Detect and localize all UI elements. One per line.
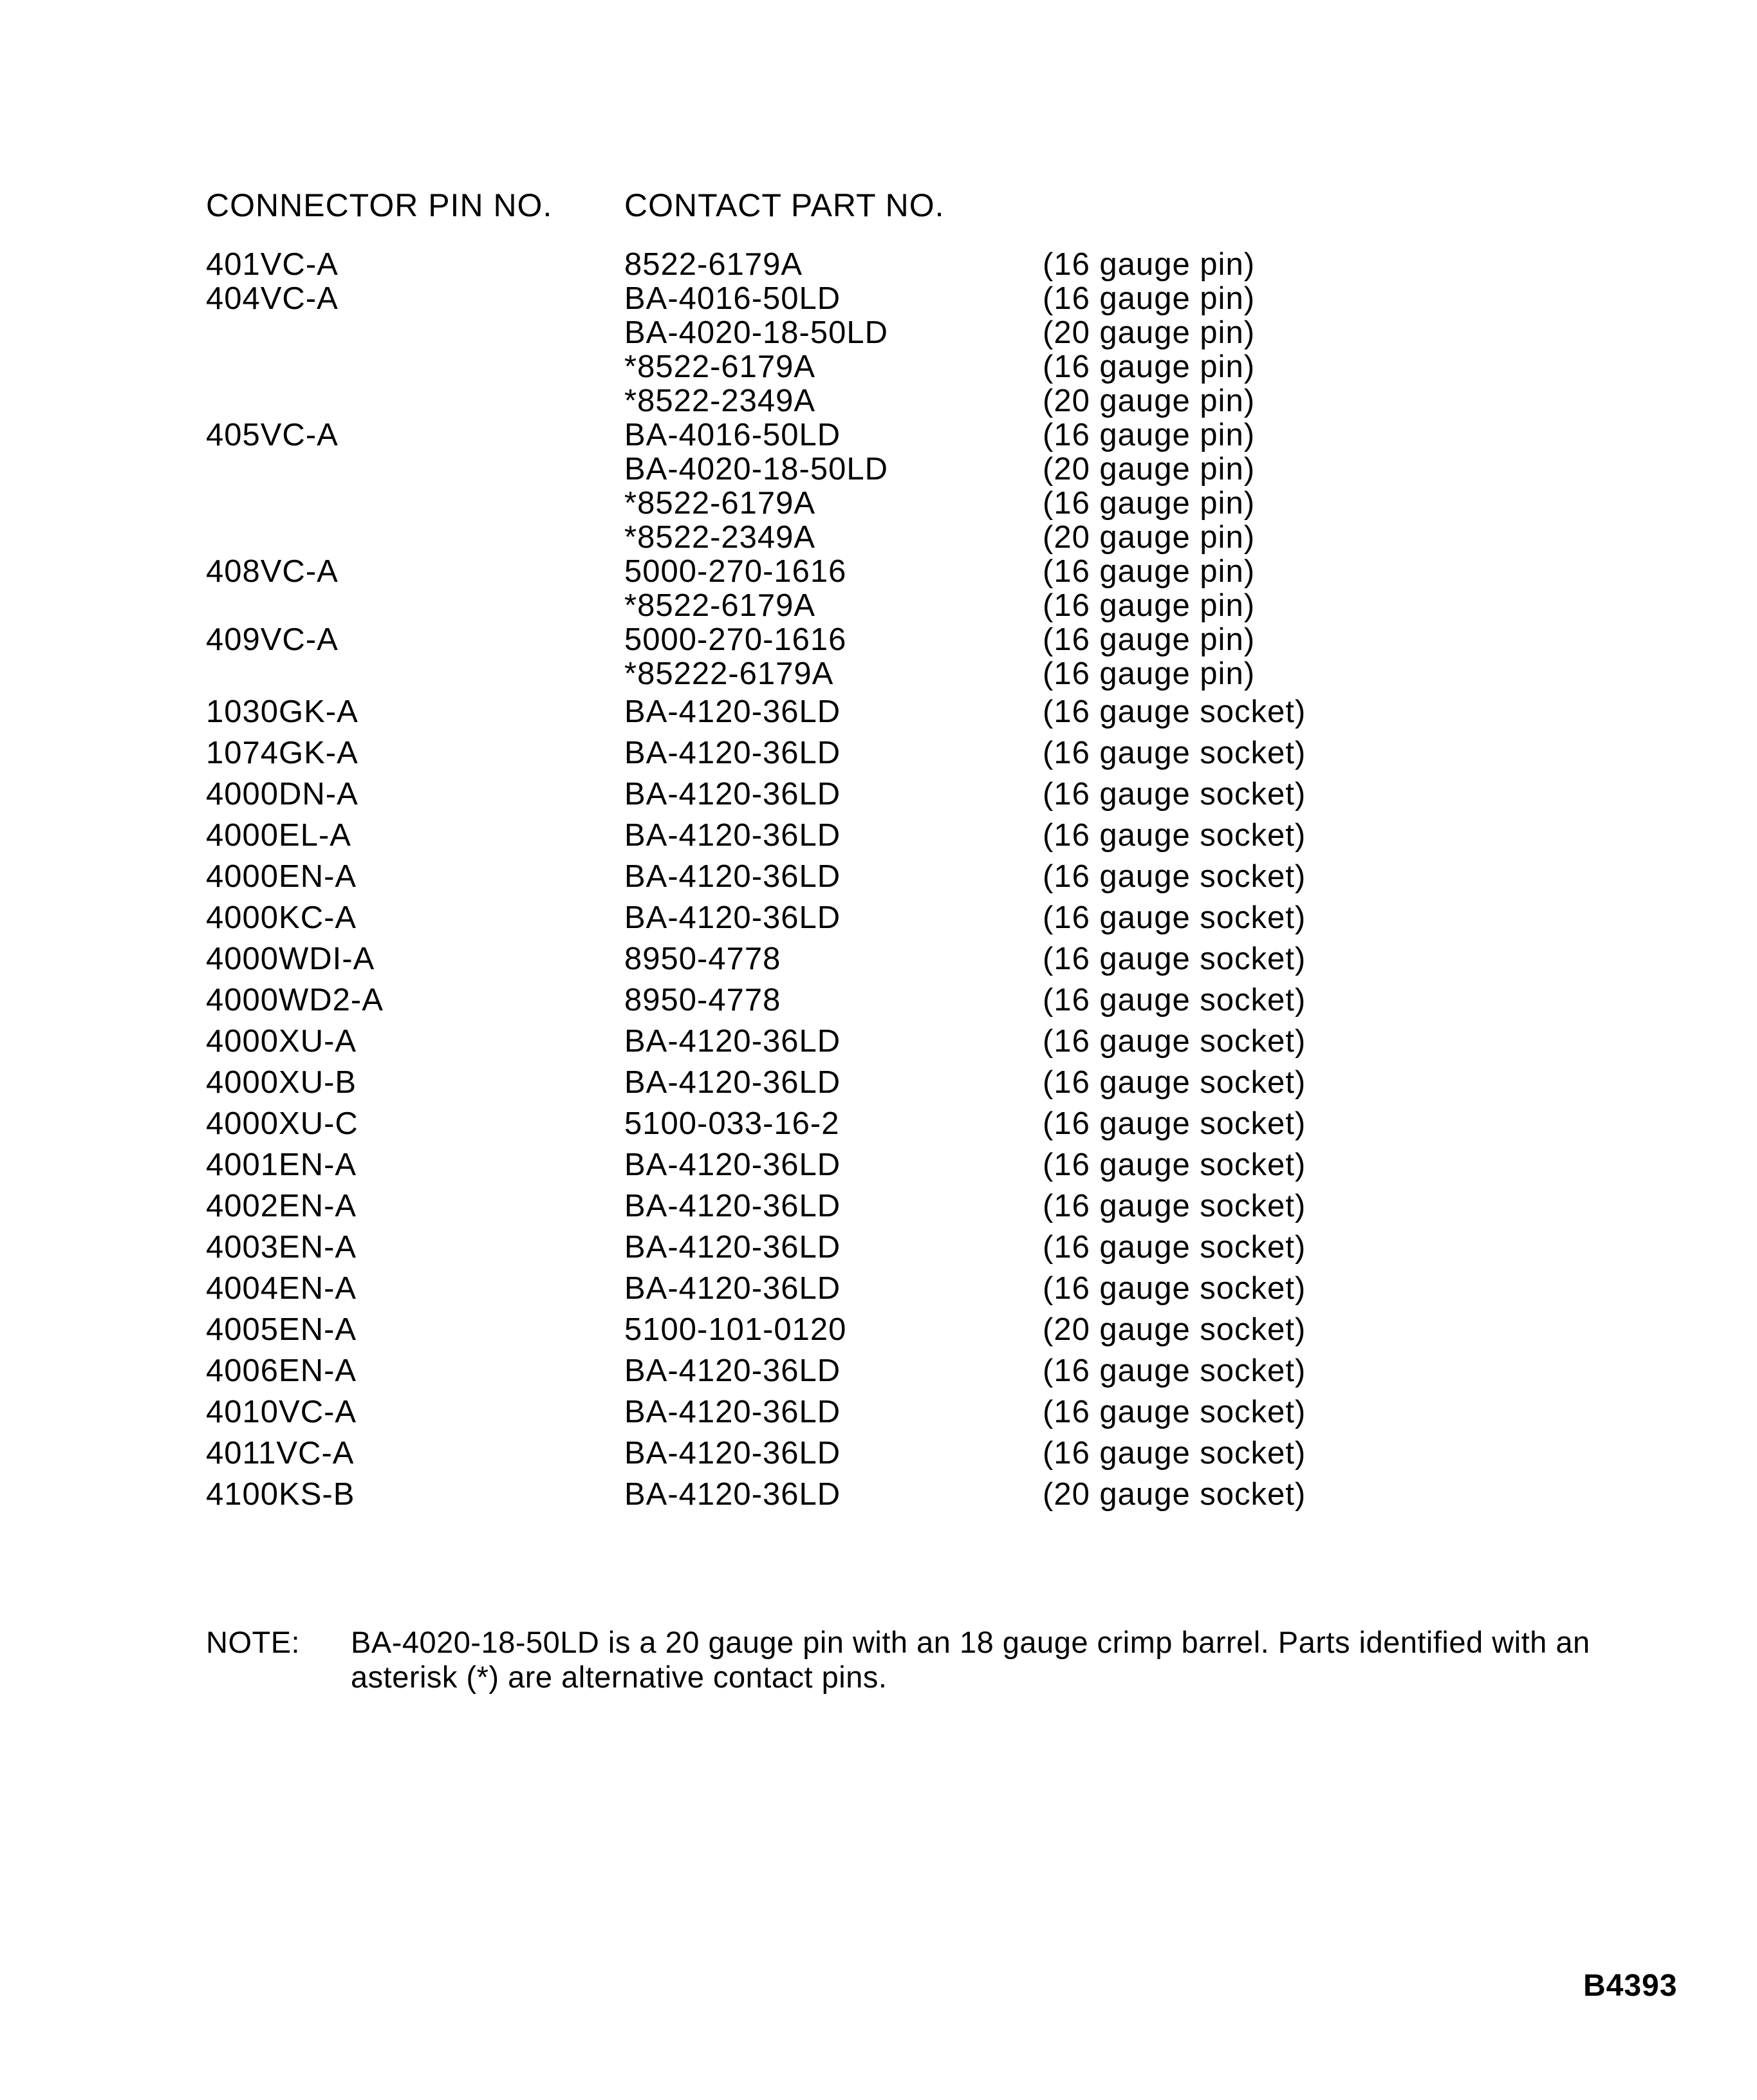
table-row [0, 452, 1757, 487]
contact-type: (16 gauge socket) [1043, 818, 1306, 853]
contact-type: (20 gauge socket) [1043, 1477, 1306, 1512]
connector-pin-no: 4100KS-B [206, 1477, 355, 1512]
table-row [0, 938, 1757, 980]
figure-code: B4393 [1583, 1969, 1678, 2003]
table-row [0, 384, 1757, 418]
contact-type: (16 gauge socket) [1043, 983, 1306, 1017]
contact-type: (20 gauge pin) [1043, 452, 1256, 487]
table-row [0, 980, 1757, 1021]
contact-part-no: *85222-6179A [624, 656, 834, 691]
table-row [0, 657, 1757, 691]
table-row [0, 1391, 1757, 1433]
connector-pin-no: 4000XU-A [206, 1024, 357, 1059]
header-connector-pin-no: CONNECTOR PIN NO. [206, 187, 553, 223]
contact-part-no: 5100-101-0120 [624, 1312, 847, 1347]
contact-type: (16 gauge pin) [1043, 554, 1256, 589]
contact-part-no: BA-4120-36LD [624, 736, 841, 770]
table-row [0, 1021, 1757, 1062]
contact-part-no: *8522-6179A [624, 486, 816, 521]
contact-part-no: BA-4120-36LD [624, 694, 841, 729]
contact-part-no: BA-4120-36LD [624, 818, 841, 853]
connector-contact-table [0, 248, 1757, 1515]
contact-type: (16 gauge socket) [1043, 1353, 1306, 1388]
contact-type: (16 gauge socket) [1043, 1436, 1306, 1471]
table-row [0, 897, 1757, 938]
contact-part-no: BA-4016-50LD [624, 281, 841, 316]
contact-part-no: 8522-6179A [624, 247, 803, 282]
table-row [0, 1350, 1757, 1391]
contact-type: (16 gauge socket) [1043, 1024, 1306, 1059]
table-row [0, 555, 1757, 589]
contact-type: (16 gauge pin) [1043, 349, 1256, 384]
connector-pin-no: 405VC-A [206, 418, 339, 452]
table-header [0, 187, 1757, 225]
table-row [0, 856, 1757, 897]
connector-pin-no: 408VC-A [206, 554, 339, 589]
contact-type: (16 gauge socket) [1043, 694, 1306, 729]
contact-type: (16 gauge socket) [1043, 1106, 1306, 1141]
contact-type: (20 gauge pin) [1043, 384, 1256, 418]
contact-type: (16 gauge pin) [1043, 622, 1256, 657]
connector-pin-no: 401VC-A [206, 247, 339, 282]
contact-part-no: BA-4120-36LD [624, 1148, 841, 1182]
table-row [0, 316, 1757, 350]
contact-type: (16 gauge pin) [1043, 247, 1256, 282]
contact-part-no: 8950-4778 [624, 983, 781, 1017]
table-row [0, 815, 1757, 856]
contact-part-no: BA-4120-36LD [624, 1436, 841, 1471]
table-row [0, 1474, 1757, 1515]
table-row [0, 521, 1757, 555]
contact-type: (16 gauge socket) [1043, 1065, 1306, 1100]
table-row [0, 691, 1757, 732]
contact-type: (16 gauge pin) [1043, 656, 1256, 691]
table-row [0, 732, 1757, 774]
contact-type: (16 gauge socket) [1043, 736, 1306, 770]
contact-part-no: BA-4120-36LD [624, 1271, 841, 1306]
contact-part-no: *8522-2349A [624, 520, 816, 555]
header-contact-part-no: CONTACT PART NO. [624, 187, 945, 223]
contact-part-no: 5100-033-16-2 [624, 1106, 840, 1141]
contact-type: (16 gauge socket) [1043, 1148, 1306, 1182]
contact-part-no: BA-4120-36LD [624, 1024, 841, 1059]
note-label: NOTE: [206, 1625, 301, 1659]
contact-part-no: BA-4120-36LD [624, 1395, 841, 1429]
connector-pin-no: 4001EN-A [206, 1148, 357, 1182]
connector-pin-no: 4004EN-A [206, 1271, 357, 1306]
contact-type: (16 gauge pin) [1043, 588, 1256, 623]
contact-type: (16 gauge socket) [1043, 1271, 1306, 1306]
connector-pin-no: 409VC-A [206, 622, 339, 657]
contact-type: (16 gauge socket) [1043, 1230, 1306, 1265]
connector-pin-no: 404VC-A [206, 281, 339, 316]
table-row [0, 1309, 1757, 1350]
table-row [0, 1433, 1757, 1474]
contact-part-no: BA-4120-36LD [624, 1230, 841, 1265]
table-row [0, 282, 1757, 316]
table-row [0, 487, 1757, 521]
contact-type: (16 gauge pin) [1043, 281, 1256, 316]
contact-part-no: 5000-270-1616 [624, 622, 847, 657]
contact-part-no: BA-4020-18-50LD [624, 452, 888, 487]
contact-type: (16 gauge socket) [1043, 1395, 1306, 1429]
contact-part-no: BA-4016-50LD [624, 418, 841, 452]
connector-pin-no: 4003EN-A [206, 1230, 357, 1265]
connector-pin-no: 4000EL-A [206, 818, 351, 853]
table-row [0, 418, 1757, 452]
contact-part-no: *8522-6179A [624, 588, 816, 623]
connector-pin-no: 4000WDI-A [206, 942, 375, 976]
contact-part-no: BA-4120-36LD [624, 1353, 841, 1388]
contact-type: (16 gauge socket) [1043, 1189, 1306, 1223]
connector-pin-no: 4005EN-A [206, 1312, 357, 1347]
connector-pin-no: 4010VC-A [206, 1395, 357, 1429]
contact-type: (16 gauge pin) [1043, 418, 1256, 452]
note-text: BA-4020-18-50LD is a 20 gauge pin with an 18 gauge crimp barrel. Parts identified with an asterisk (*) are alternative contact pins. [351, 1625, 1590, 1694]
contact-part-no: BA-4120-36LD [624, 777, 841, 812]
table-row [0, 1144, 1757, 1185]
connector-pin-no: 4000EN-A [206, 859, 357, 894]
table-row [0, 350, 1757, 384]
connector-pin-no: 4006EN-A [206, 1353, 357, 1388]
table-row [0, 589, 1757, 623]
connector-pin-no: 4000KC-A [206, 900, 357, 935]
table-row [0, 248, 1757, 282]
contact-part-no: 8950-4778 [624, 942, 781, 976]
contact-part-no: BA-4120-36LD [624, 900, 841, 935]
contact-type: (20 gauge pin) [1043, 520, 1256, 555]
connector-pin-no: 4000WD2-A [206, 983, 384, 1017]
table-row [0, 1227, 1757, 1268]
contact-part-no: BA-4120-36LD [624, 859, 841, 894]
contact-type: (20 gauge pin) [1043, 315, 1256, 350]
connector-pin-no: 1030GK-A [206, 694, 358, 729]
contact-part-no: BA-4120-36LD [624, 1477, 841, 1512]
contact-type: (16 gauge socket) [1043, 942, 1306, 976]
connector-pin-no: 1074GK-A [206, 736, 358, 770]
table-row [0, 1185, 1757, 1227]
connector-pin-no: 4000DN-A [206, 777, 358, 812]
table-row [0, 1268, 1757, 1309]
contact-part-no: BA-4120-36LD [624, 1065, 841, 1100]
contact-part-no: BA-4120-36LD [624, 1189, 841, 1223]
connector-pin-no: 4000XU-B [206, 1065, 357, 1100]
connector-pin-no: 4000XU-C [206, 1106, 358, 1141]
contact-type: (16 gauge socket) [1043, 900, 1306, 935]
table-row [0, 1062, 1757, 1103]
table-row [0, 623, 1757, 657]
contact-type: (16 gauge pin) [1043, 486, 1256, 521]
table-row [0, 1103, 1757, 1144]
contact-type: (16 gauge socket) [1043, 859, 1306, 894]
contact-type: (16 gauge socket) [1043, 777, 1306, 812]
contact-part-no: *8522-2349A [624, 384, 816, 418]
connector-pin-no: 4011VC-A [206, 1436, 355, 1471]
contact-type: (20 gauge socket) [1043, 1312, 1306, 1347]
table-row [0, 774, 1757, 815]
contact-part-no: BA-4020-18-50LD [624, 315, 888, 350]
contact-part-no: *8522-6179A [624, 349, 816, 384]
connector-pin-no: 4002EN-A [206, 1189, 357, 1223]
contact-part-no: 5000-270-1616 [624, 554, 847, 589]
